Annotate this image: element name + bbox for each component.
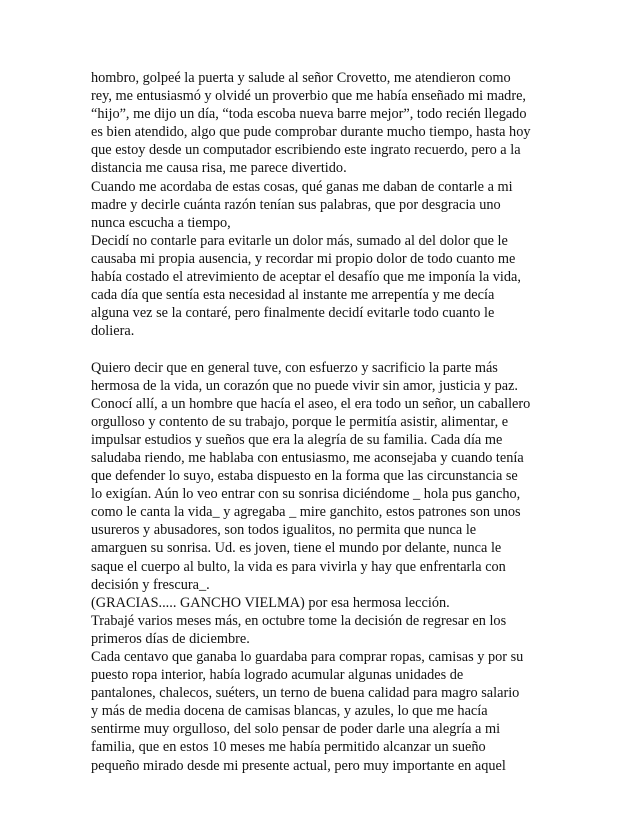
text-line: Quiero decir que en general tuve, con esfuerzo y sacrificio la parte más [91, 359, 498, 376]
text-line: primeros días de diciembre. [91, 630, 250, 647]
text-line: decisión y frescura_. [91, 576, 210, 593]
text-line: y más de media docena de camisas blancas, y azules, lo que me hacía [91, 703, 488, 720]
text-line: puesto ropa interior, había logrado acumular algunas unidades de [91, 667, 464, 684]
text-line: distancia me causa risa, me parece divertido. [91, 160, 347, 177]
text-line: había costado el atrevimiento de aceptar el desafío que me imponía la vida, [91, 269, 521, 286]
text-line: saque el cuerpo al bulto, la vida es para vivirla y hay que enfrentarla con [91, 558, 506, 575]
text-line: familia, que en estos 10 meses me había permitido alcanzar un sueño [91, 739, 486, 756]
text-line: hermosa de la vida, un corazón que no puede vivir sin amor, justicia y paz. [91, 377, 519, 394]
text-line: alguna vez se la contaré, pero finalmente decidí evitarle todo cuanto le [91, 305, 495, 322]
text-line: Conocí allí, a un hombre que hacía el aseo, el era todo un señor, un caballero [91, 395, 531, 412]
text-line: sentirme muy orgulloso, del solo pensar de poder darle una alegría a mi [91, 721, 501, 738]
text-line: Trabajé varios meses más, en octubre tome la decisión de regresar en los [91, 612, 507, 629]
text-line: orgulloso y contento de su trabajo, porque le permitía asistir, alimentar, e [91, 413, 509, 430]
text-line: “hijo”, me dijo un día, “toda escoba nueva barre mejor”, todo recién llegado [91, 106, 527, 123]
text-line: madre y decirle cuánta razón tenían sus palabras, que por desgracia uno [91, 196, 501, 213]
text-line: cada día que sentía esta necesidad al instante me arrepentía y me decía [91, 287, 495, 304]
text-line: causaba mi propia ausencia, y recordar mi propio dolor de todo cuanto me [91, 250, 516, 267]
text-line: Cada centavo que ganaba lo guardaba para comprar ropas, camisas y por su [91, 649, 524, 665]
text-line: como le canta la vida_ y agregaba _ mire ganchito, estos patrones son unos [91, 504, 521, 521]
text-line: Cuando me acordaba de estas cosas, qué ganas me daban de contarle a mi [91, 178, 513, 195]
text-line: es bien atendido, algo que pude comprobar durante mucho tiempo, hasta hoy [91, 124, 531, 141]
text-line: hombro, golpeé la puerta y salude al señor Crovetto, me atendieron como [91, 70, 511, 86]
text-line: rey, me entusiasmó y olvidé un proverbio que me había enseñado mi madre, [91, 88, 527, 105]
text-line: usureros y abusadores, son todos igualitos, no permita que nunca le [91, 522, 477, 539]
body-text [91, 69, 561, 775]
text-line: que defender lo suyo, estaba dispuesto en la forma que las circunstancia se [91, 468, 518, 485]
text-line: que estoy desde un computador escribiendo este ingrato recuerdo, pero a la [91, 142, 521, 159]
text-line: nunca escucha a tiempo, [91, 214, 231, 231]
text-line: Decidí no contarle para evitarle un dolor más, sumado al del dolor que le [91, 232, 508, 249]
text-line: doliera. [91, 323, 135, 340]
text-line: (GRACIAS..... GANCHO VIELMA) por esa hermosa lección. [91, 594, 450, 611]
text-line: pantalones, chalecos, suéters, un terno de buena calidad para magro salario [91, 685, 520, 702]
paragraph-break [91, 340, 561, 358]
text-line: lo exigían. Aún lo veo entrar con su sonrisa diciéndome _ hola pus gancho, [91, 486, 521, 503]
text-line: saludaba riendo, me hablaba con entusiasmo, me aconsejaba y cuando tenía [91, 449, 524, 466]
text-line: amarguen su sonrisa. Ud. es joven, tiene el mundo por delante, nunca le [91, 540, 502, 557]
text-line: impulsar estudios y sueños que era la alegría de su familia. Cada día me [91, 431, 503, 448]
text-line: pequeño mirado desde mi presente actual, pero muy importante en aquel [91, 757, 506, 774]
